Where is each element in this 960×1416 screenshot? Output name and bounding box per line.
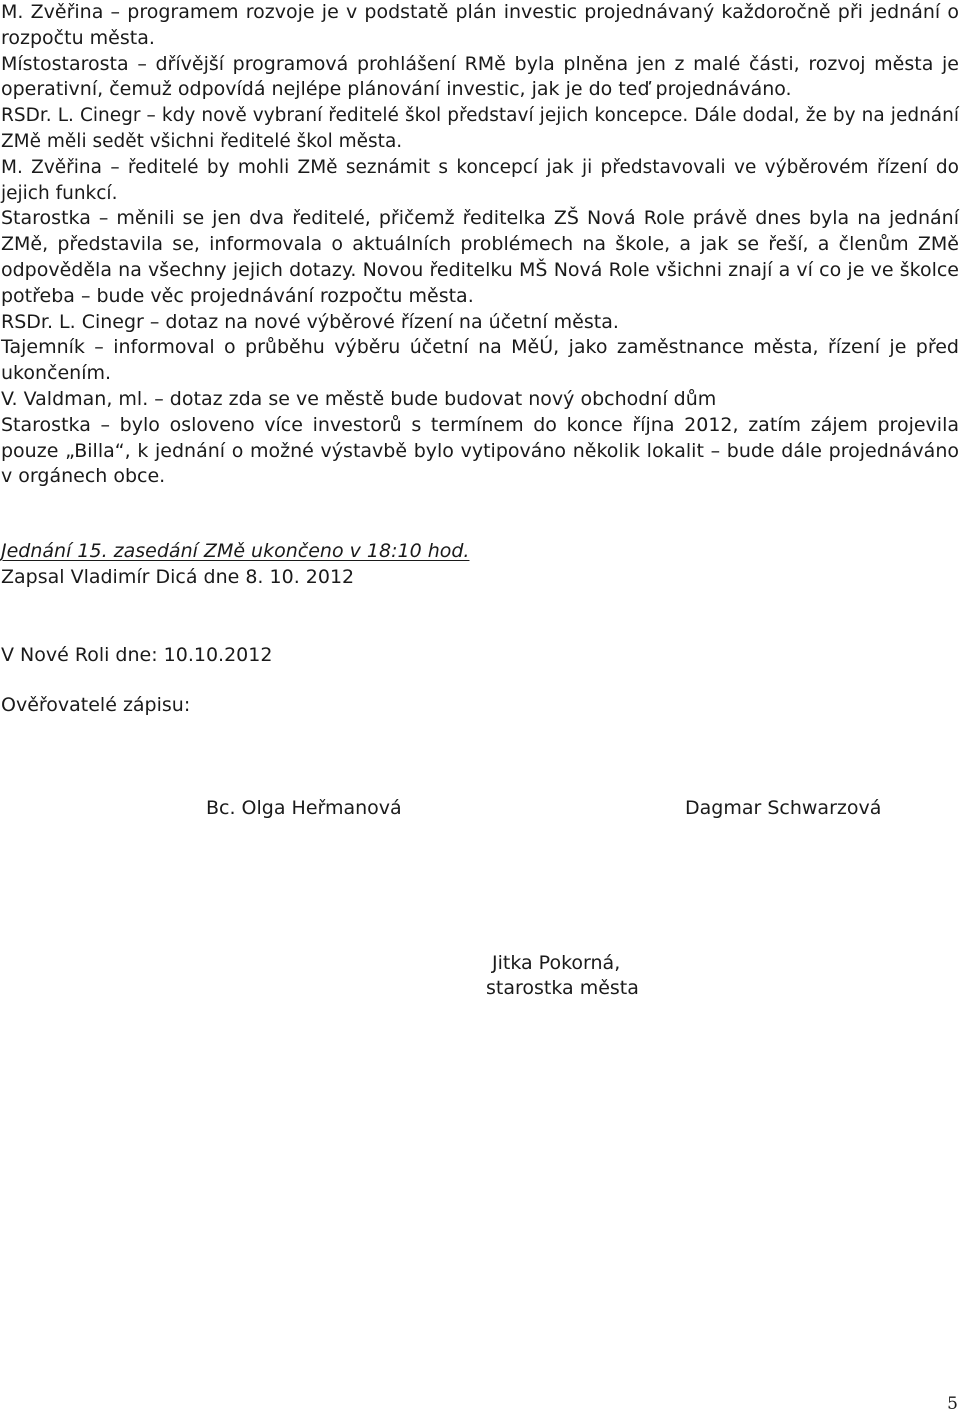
minutes-body	[1, 0, 959, 490]
place-date: V Nové Roli dne: 10.10.2012	[1, 644, 273, 666]
paragraph-starostka-2: Starostka – bylo osloveno více investorů s termínem do konce října 2012, zatím zájem projevila pouze „Billa“, k jednání o možné výstavbě bylo vytipováno několik lokalit – bude dále projednáváno v orgánech obce.	[1, 413, 959, 488]
paragraph-valdman: V. Valdman, ml. – dotaz zda se ve městě bude budovat nový obchodní dům	[1, 387, 717, 410]
paragraph-starostka-1: Starostka – měnili se jen dva ředitelé, přičemž ředitelka ZŠ Nová Role právě dnes byla na jednání ZMě, představila se, informovala o aktuálních problémech na škole, a jak se řeší, a členům ZMě odpověděla na všechny jejich dotazy. Novou ředitelku MŠ Nová Role všichni znají a ví co je ve školce potřeba – bude věc projednávání rozpočtu města.	[1, 207, 959, 307]
verifiers-label: Ověřovatelé zápisu:	[1, 694, 191, 716]
paragraph-zverina-1: M. Zvěřina – programem rozvoje je v podstatě plán investic projednávaný každoročně při jednání o rozpočtu města.	[1, 1, 959, 49]
paragraph-cinegr-1: RSDr. L. Cinegr – kdy nově vybraní ředitelé škol představí jejich koncepce. Dále dodal, že by na jednání ZMě měli sedět všichni ředitelé škol města.	[1, 105, 959, 152]
paragraph-mistostarosta: Místostarosta – dřívější programová prohlášení RMě byla plněna jen z malé části, rozvoj města je operativní, čemuž odpovídá nejlépe plánování investic, jak je do teď projednáváno.	[1, 52, 959, 101]
verifier-2-name: Dagmar Schwarzová	[685, 797, 882, 819]
meeting-end-note: Jednání 15. zasedání ZMě ukončeno v 18:10 hod.	[1, 540, 470, 562]
verifier-1-name: Bc. Olga Heřmanová	[206, 797, 402, 819]
mayor-name: Jitka Pokorná,	[492, 952, 621, 974]
mayor-title: starostka města	[486, 977, 639, 999]
page-number: 5	[947, 1394, 958, 1414]
recorded-by: Zapsal Vladimír Dicá dne 8. 10. 2012	[1, 566, 355, 588]
paragraph-cinegr-2: RSDr. L. Cinegr – dotaz na nové výběrové řízení na účetní města.	[1, 310, 619, 333]
paragraph-tajemnik: Tajemník – informoval o průběhu výběru účetní na MěÚ, jako zaměstnance města, řízení je před ukončením.	[1, 336, 959, 385]
paragraph-zverina-2: M. Zvěřina – ředitelé by mohli ZMě seznámit s koncepcí jak ji představovali ve výběrovém řízení do jejich funkcí.	[1, 156, 959, 204]
